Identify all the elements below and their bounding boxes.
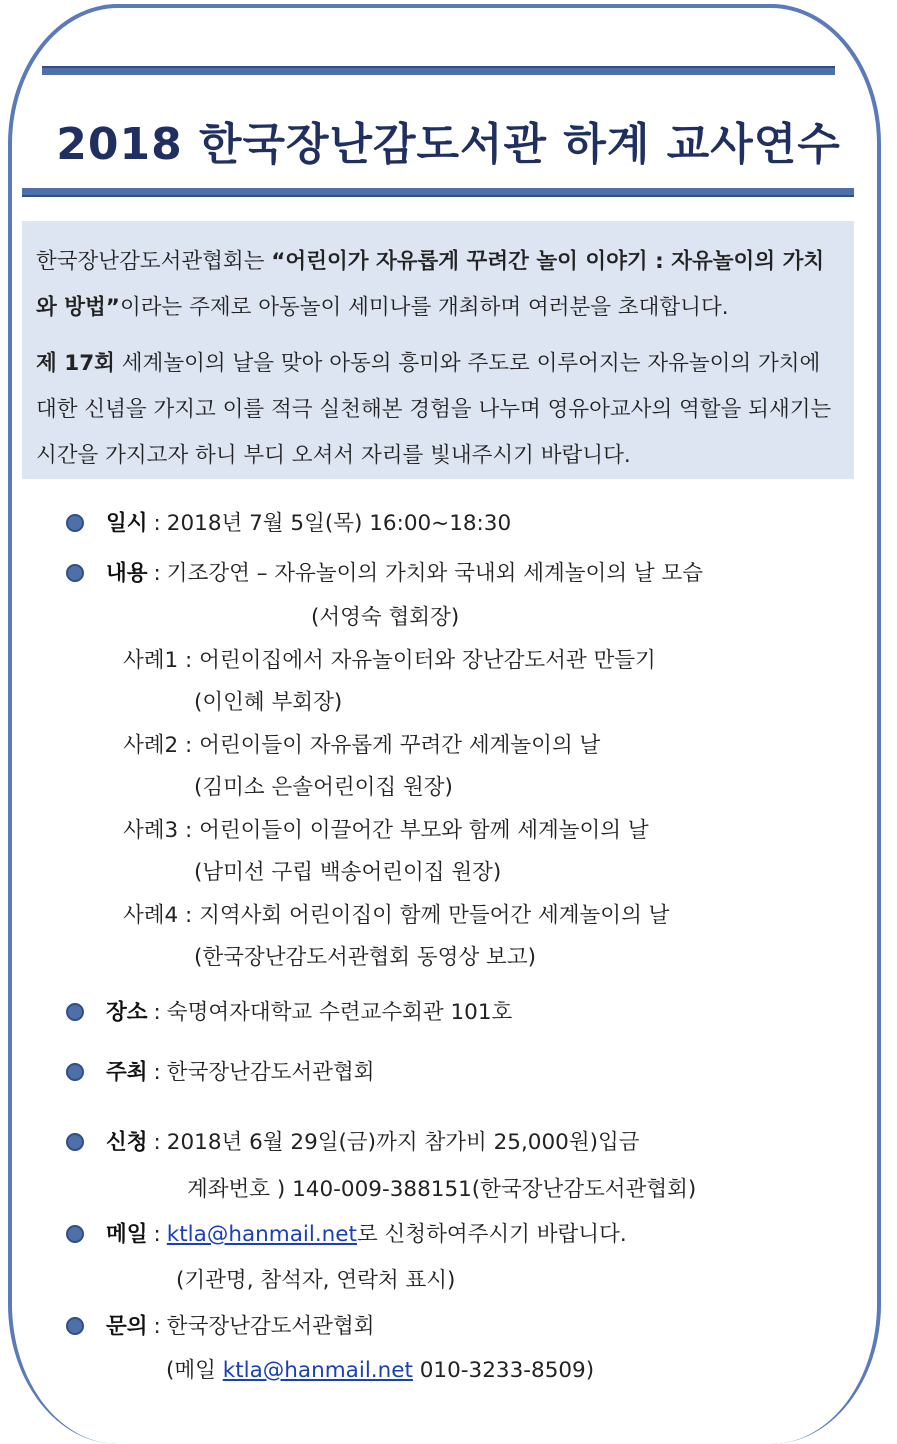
intro-paragraph-1: 한국장난감도서관협회는 “어린이가 자유롭게 꾸려간 놀이 이야기 : 자유놀이의 가치와 방법”이라는 주제로 아동놀이 세미나를 개최하며 여러분을 초대합니다.	[36, 249, 825, 320]
email-link[interactable]: ktla@hanmail.net	[166, 1222, 357, 1247]
page-title: 2018 한국장난감도서관 하계 교사연수	[56, 119, 841, 170]
inquiry-value: 한국장난감도서관협회	[166, 1314, 375, 1339]
event-edition: 제 17회	[36, 351, 115, 376]
case-4-title: 사례4 : 지역사회 어린이집이 함께 만들어간 세계놀이의 날	[123, 903, 670, 928]
intro-paragraph-2: 제 17회 세계놀이의 날을 맞아 아동의 흥미와 주도로 이루어지는 자유놀이의 가치에 대한 신념을 가지고 이를 적극 실천해본 경험을 나누며 영유아교사의 역할을 되새기는 시간을 가지고자 하니 부디 오셔서 자리를 빛내주시기 바랍니다.	[36, 351, 832, 468]
case-3-presenter: (남미선 구립 백송어린이집 원장)	[194, 860, 502, 885]
bullet-icon	[66, 564, 84, 582]
seminar-theme: “어린이가 자유롭게 꾸려간 놀이 이야기 : 자유놀이의 가치와 방법”	[36, 249, 825, 320]
place-value: 숙명여자대학교 수련교수회관 101호	[166, 1000, 513, 1025]
keynote-title: 기조강연 – 자유놀이의 가치와 국내외 세계놀이의 날 모습	[166, 561, 704, 586]
case-4-presenter: (한국장난감도서관협회 동영상 보고)	[194, 945, 536, 970]
date-row: 일시 : 2018년 7월 5일(목) 16:00~18:30	[66, 509, 511, 539]
inquiry-email-link[interactable]: ktla@hanmail.net	[222, 1358, 413, 1383]
case-1-title: 사례1 : 어린이집에서 자유놀이터와 장난감도서관 만들기	[123, 648, 656, 673]
case-1-presenter: (이인혜 부회장)	[194, 690, 343, 715]
mail-note: (기관명, 참석자, 연락처 표시)	[176, 1268, 456, 1293]
content-row: 내용 : 기조강연 – 자유놀이의 가치와 국내외 세계놀이의 날 모습	[66, 559, 703, 589]
bullet-icon	[66, 514, 84, 532]
inquiry-row: 문의 : 한국장난감도서관협회	[66, 1312, 375, 1342]
host-row: 주최 : 한국장난감도서관협회	[66, 1058, 375, 1088]
keynote-speaker: (서영숙 협회장)	[311, 605, 460, 630]
bullet-icon	[66, 1317, 84, 1335]
title-rule-top	[42, 66, 835, 75]
case-2-presenter: (김미소 은솔어린이집 원장)	[194, 775, 453, 800]
bank-account: 계좌번호 ) 140-009-388151(한국장난감도서관협회)	[187, 1177, 697, 1202]
date-value: 2018년 7월 5일(목) 16:00~18:30	[166, 511, 512, 536]
inquiry-contact: (메일 ktla@hanmail.net 010-3233-8509)	[166, 1358, 595, 1383]
bullet-icon	[66, 1133, 84, 1151]
case-3-title: 사례3 : 어린이들이 이끌어간 부모와 함께 세계놀이의 날	[123, 818, 649, 843]
bullet-icon	[66, 1225, 84, 1243]
mail-row: 메일 : ktla@hanmail.net로 신청하여주시기 바랍니다.	[66, 1220, 627, 1250]
bullet-icon	[66, 1063, 84, 1081]
intro-box	[22, 221, 854, 479]
bullet-icon	[66, 1003, 84, 1021]
title-rule-bottom	[22, 188, 854, 197]
apply-row: 신청 : 2018년 6월 29일(금)까지 참가비 25,000원)입금	[66, 1128, 640, 1158]
case-2-title: 사례2 : 어린이들이 자유롭게 꾸려간 세계놀이의 날	[123, 733, 601, 758]
place-row: 장소 : 숙명여자대학교 수련교수회관 101호	[66, 998, 512, 1028]
host-value: 한국장난감도서관협회	[166, 1060, 375, 1085]
apply-value: 2018년 6월 29일(금)까지 참가비 25,000원)입금	[166, 1130, 640, 1155]
